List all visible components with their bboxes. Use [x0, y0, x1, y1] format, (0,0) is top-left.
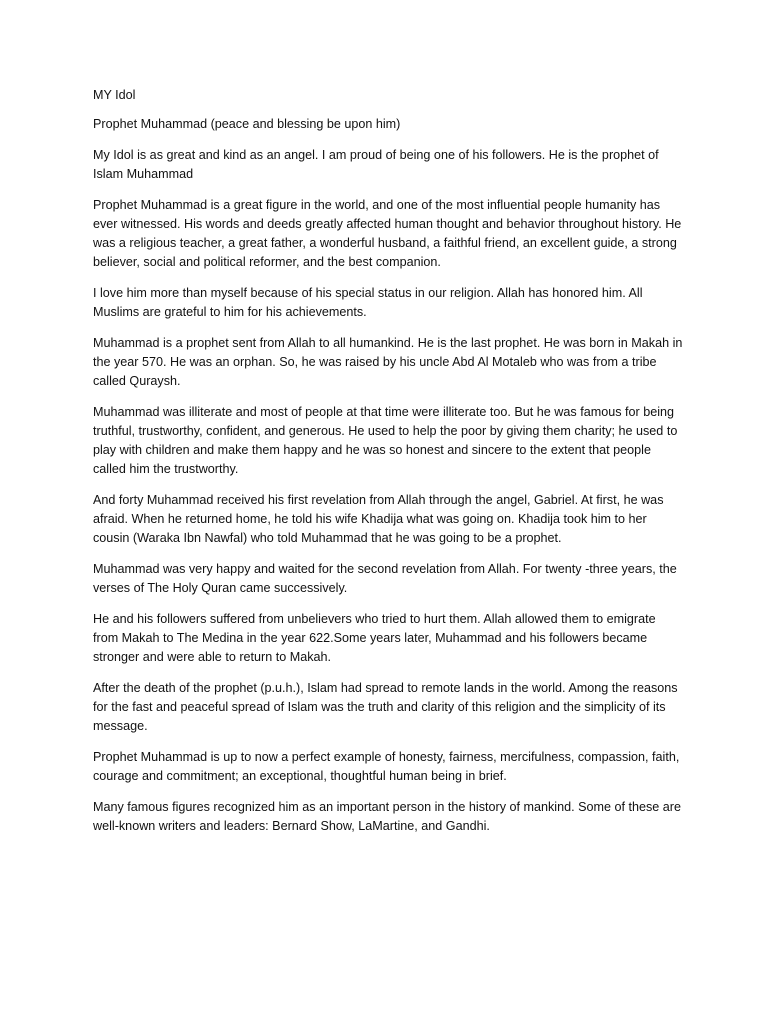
document-page [93, 86, 683, 848]
paragraph-8: He and his followers suffered from unbelievers who tried to hurt them. Allah allowed them to emigrate from Makah to The Medina in the year 622.Some years later, Muhammad and his followers became stronger and were able to return to Makah. [93, 612, 656, 664]
paragraph-1: My Idol is as great and kind as an angel. I am proud of being one of his followers. He is the prophet of Islam Muhammad [93, 148, 659, 181]
paragraph-4: Muhammad is a prophet sent from Allah to all humankind. He is the last prophet. He was born in Makah in the year 570. He was an orphan. So, he was raised by his uncle Abd Al Motaleb who was from a tribe called Quraysh. [93, 336, 683, 388]
paragraph-6: And forty Muhammad received his first revelation from Allah through the angel, Gabriel. At first, he was afraid. When he returned home, he told his wife Khadija what was going on. Khadija took him to her cousin (Waraka Ibn Nawfal) who told Muhammad that he was going to be a prophet. [93, 493, 664, 545]
document-subtitle: Prophet Muhammad (peace and blessing be upon him) [93, 117, 401, 131]
paragraph-5: Muhammad was illiterate and most of people at that time were illiterate too. But he was famous for being truthful, trustworthy, confident, and generous. He used to help the poor by giving them charity; he used to play with children and make them happy and he was so honest and sincere to the extent that people called him the trustworthy. [93, 405, 678, 476]
document-title: MY Idol [93, 88, 136, 102]
paragraph-3: I love him more than myself because of his special status in our religion. Allah has honored him. All Muslims are grateful to him for his achievements. [93, 286, 643, 319]
paragraph-10: Prophet Muhammad is up to now a perfect example of honesty, fairness, mercifulness, compassion, faith, courage and commitment; an exceptional, thoughtful human being in brief. [93, 750, 680, 783]
paragraph-9: After the death of the prophet (p.u.h.), Islam had spread to remote lands in the world. Among the reasons for the fast and peaceful spread of Islam was the truth and clarity of this religion and the simplicity of its message. [93, 681, 678, 733]
paragraph-2: Prophet Muhammad is a great figure in the world, and one of the most influential people humanity has ever witnessed. His words and deeds greatly affected human thought and behavior throughout history. He was a religious teacher, a great father, a wonderful husband, a faithful friend, an excellent guide, a strong believer, social and political reformer, and the best companion. [93, 198, 682, 269]
paragraph-11: Many famous figures recognized him as an important person in the history of mankind. Some of these are well-known writers and leaders: Bernard Show, LaMartine, and Gandhi. [93, 800, 682, 833]
paragraph-7: Muhammad was very happy and waited for the second revelation from Allah. For twenty -three years, the verses of The Holy Quran came successively. [93, 562, 677, 595]
